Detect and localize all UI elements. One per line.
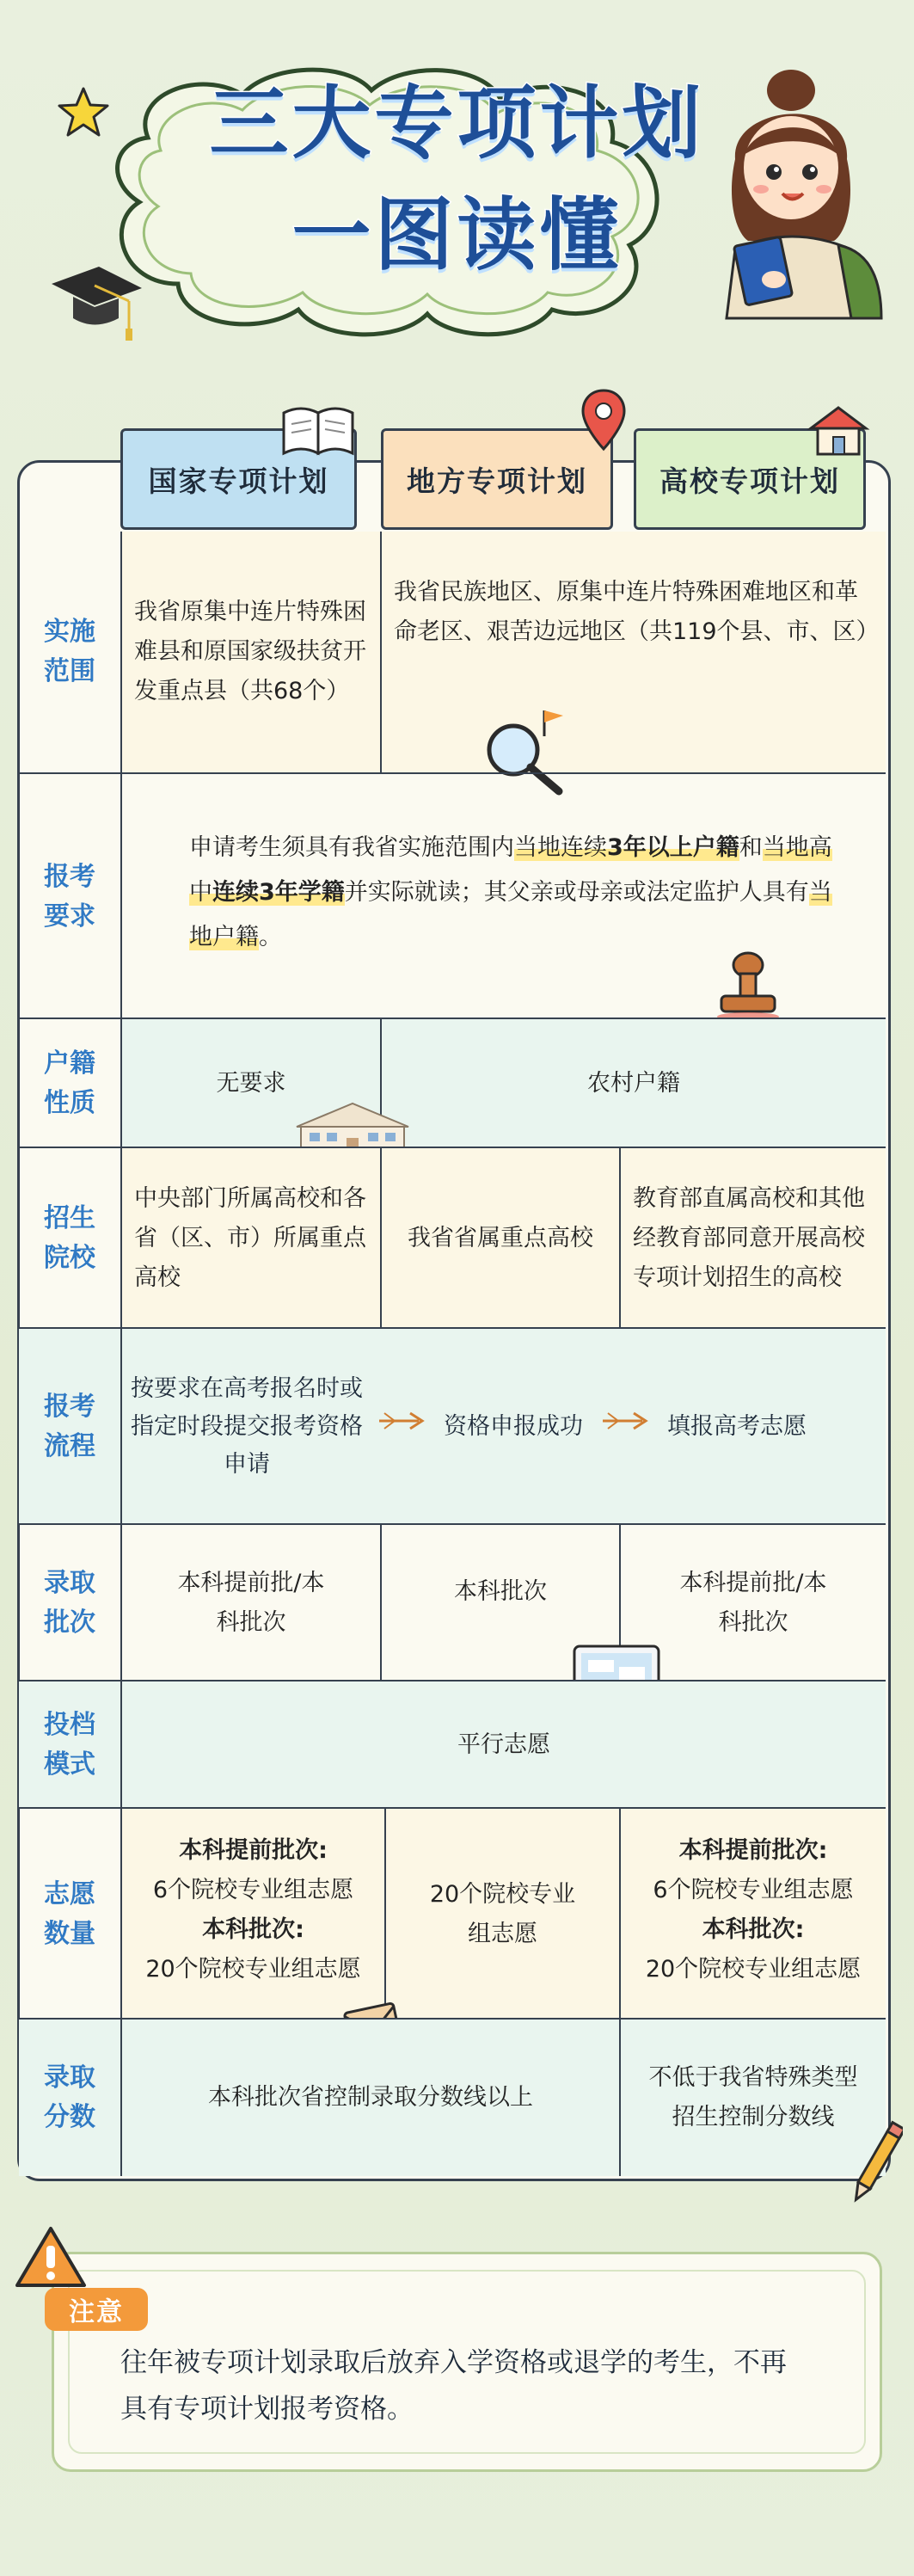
row-label-process: 报考 流程	[19, 1329, 122, 1525]
row-label-requirement: 报考 要求	[19, 774, 122, 1019]
row-count	[19, 1807, 886, 2020]
row-label-scope: 实施 范围	[19, 532, 122, 772]
column-header-university: 高校专项计划	[634, 428, 866, 530]
row-mode	[19, 1680, 886, 1809]
title-line-2: 一图读懂	[291, 189, 623, 281]
schools-national: 中央部门所属高校和各省（区、市）所属重点高校	[122, 1148, 380, 1329]
batch-university: 本科提前批/本科批次	[679, 1570, 827, 1636]
row-label-count: 志愿 数量	[19, 1809, 122, 2020]
graduation-cap-icon	[43, 249, 146, 344]
arrow-icon	[595, 1408, 655, 1446]
notice-tag: 注意	[45, 2288, 148, 2331]
process-step-apply: 按要求在高考报名时或指定时段提交报考资格申请	[131, 1375, 363, 1478]
student-girl-illustration	[688, 60, 894, 327]
row-label-mode: 投档 模式	[19, 1681, 122, 1809]
row-score	[19, 2018, 886, 2176]
row-label-batch: 录取 批次	[19, 1525, 122, 1681]
column-header-national: 国家专项计划	[120, 428, 357, 530]
count-local: 20个院校专业组志愿	[386, 1809, 619, 2020]
score-university: 不低于我省特殊类型招生控制分数线	[648, 2064, 858, 2130]
requirement-text: 申请考生须具有我省实施范围内当地连续3年以上户籍和当地高中连续3年学籍并实际就读；其父亲或母亲或法定监护人具有当地户籍。	[189, 834, 832, 950]
arrow-icon	[371, 1408, 432, 1446]
row-schools	[19, 1147, 886, 1329]
warning-icon	[12, 2223, 89, 2292]
household-national: 无要求	[122, 1019, 380, 1148]
house-icon	[804, 403, 873, 458]
batch-local: 本科批次	[454, 1578, 547, 1605]
score-national-local: 本科批次省控制录取分数线以上	[208, 2084, 533, 2111]
map-pin-icon	[578, 387, 629, 454]
pencil-icon	[851, 2116, 903, 2210]
household-other: 农村户籍	[382, 1019, 886, 1148]
count-university: 本科提前批次: 6个院校专业组志愿 本科批次: 20个院校专业组志愿	[621, 1809, 886, 2020]
row-label-schools: 招生 院校	[19, 1148, 122, 1329]
column-header-local: 地方专项计划	[381, 428, 613, 530]
row-label-household: 户籍 性质	[19, 1019, 122, 1148]
process-step-fill-volunteer: 填报高考志愿	[667, 1413, 807, 1440]
title-line-1: 三大专项计划	[209, 77, 705, 169]
star-icon	[57, 86, 110, 139]
scope-national: 我省原集中连片特殊困难县和原国家级扶贫开发重点县（共68个）	[122, 532, 380, 772]
batch-national: 本科提前批/本科批次	[177, 1570, 325, 1636]
open-book-icon	[279, 400, 357, 460]
row-label-score: 录取 分数	[19, 2020, 122, 2176]
row-batch	[19, 1523, 886, 1681]
row-process	[19, 1327, 886, 1525]
row-scope	[19, 532, 886, 772]
schools-university: 教育部直属高校和其他经教育部同意开展高校专项计划招生的高校	[621, 1148, 886, 1329]
scope-local: 我省民族地区、原集中连片特殊困难地区和革命老区、艰苦边远地区（共119个县、市、区）	[382, 532, 886, 772]
schools-local: 我省省属重点高校	[382, 1148, 619, 1329]
row-household	[19, 1017, 886, 1148]
process-flow	[122, 1329, 886, 1525]
process-step-approved: 资格申报成功	[444, 1413, 583, 1440]
mode-value: 平行志愿	[457, 1731, 550, 1758]
notice-text: 往年被专项计划录取后放弃入学资格或退学的考生，不再具有专项计划报考资格。	[120, 2347, 787, 2425]
stamp-icon	[709, 946, 787, 1024]
count-national: 本科提前批次: 6个院校专业组志愿 本科批次: 20个院校专业组志愿	[122, 1809, 384, 2020]
